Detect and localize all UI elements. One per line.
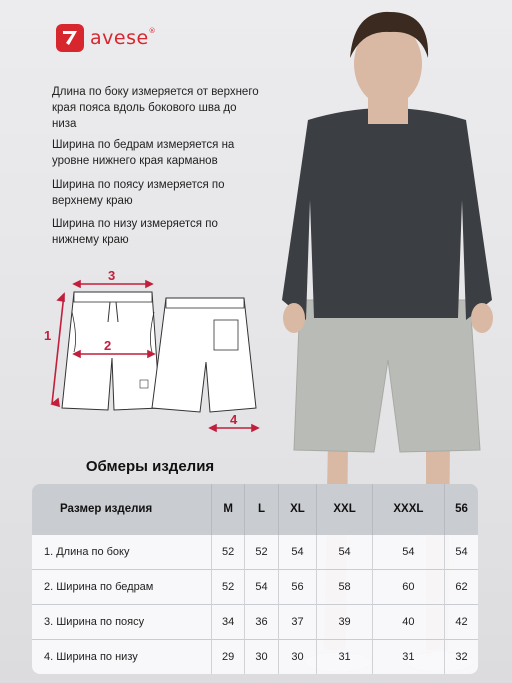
table-cell: 54 — [372, 535, 444, 570]
table-cell: 62 — [445, 570, 478, 605]
size-table — [32, 484, 478, 674]
header-size-xxxl: XXXL — [372, 484, 444, 535]
table-cell: 54 — [445, 535, 478, 570]
table-cell: 52 — [212, 570, 245, 605]
table-header-row — [32, 484, 478, 535]
label-hem: 4 — [230, 412, 238, 427]
table-cell: 39 — [317, 605, 372, 640]
label-waist: 3 — [108, 268, 116, 283]
row-label: 4. Ширина по низу — [32, 640, 212, 675]
table-title: Обмеры изделия — [85, 458, 215, 475]
table-cell: 52 — [212, 535, 245, 570]
label-hip: 2 — [104, 338, 112, 353]
description-hip-width: Ширина по бедрам измеряется на уровне нижнего края карманов — [52, 139, 235, 167]
back-shorts-drawing — [152, 298, 256, 412]
header-size-label: Размер изделия — [32, 484, 212, 535]
table-cell: 30 — [278, 640, 317, 675]
table-cell: 29 — [212, 640, 245, 675]
header-size-l: L — [245, 484, 278, 535]
table-cell: 31 — [372, 640, 444, 675]
table-row — [32, 570, 478, 605]
row-label: 3. Ширина по поясу — [32, 605, 212, 640]
table-cell: 30 — [245, 640, 278, 675]
header-size-m: M — [212, 484, 245, 535]
table-row — [32, 605, 478, 640]
table-cell: 60 — [372, 570, 444, 605]
brand-name: avese® — [90, 27, 157, 49]
table-cell: 52 — [245, 535, 278, 570]
table-cell: 54 — [278, 535, 317, 570]
description-hem-width: Ширина по низу измеряется по нижнему краю — [52, 218, 218, 246]
table-cell: 37 — [278, 605, 317, 640]
table-cell: 36 — [245, 605, 278, 640]
row-label: 2. Ширина по бедрам — [32, 570, 212, 605]
description-length: Длина по боку измеряется от верхнего края пояса вдоль бокового шва до низа — [52, 86, 259, 130]
label-length: 1 — [44, 328, 52, 343]
logo-mark-icon — [56, 24, 84, 52]
table-cell: 54 — [245, 570, 278, 605]
table-cell: 56 — [278, 570, 317, 605]
header-size-xxl: XXL — [317, 484, 372, 535]
shorts-measurement-diagram — [34, 268, 274, 438]
brand-logo — [56, 24, 156, 52]
table-cell: 40 — [372, 605, 444, 640]
table-row — [32, 535, 478, 570]
table-cell: 32 — [445, 640, 478, 675]
header-size-xl: XL — [278, 484, 317, 535]
row-label: 1. Длина по боку — [32, 535, 212, 570]
header-size-56: 56 — [445, 484, 478, 535]
table-cell: 42 — [445, 605, 478, 640]
table-cell: 54 — [317, 535, 372, 570]
table-row — [32, 640, 478, 675]
description-waist-width: Ширина по поясу измеряется по верхнему краю — [52, 179, 225, 207]
table-cell: 31 — [317, 640, 372, 675]
table-cell: 58 — [317, 570, 372, 605]
table-cell: 34 — [212, 605, 245, 640]
